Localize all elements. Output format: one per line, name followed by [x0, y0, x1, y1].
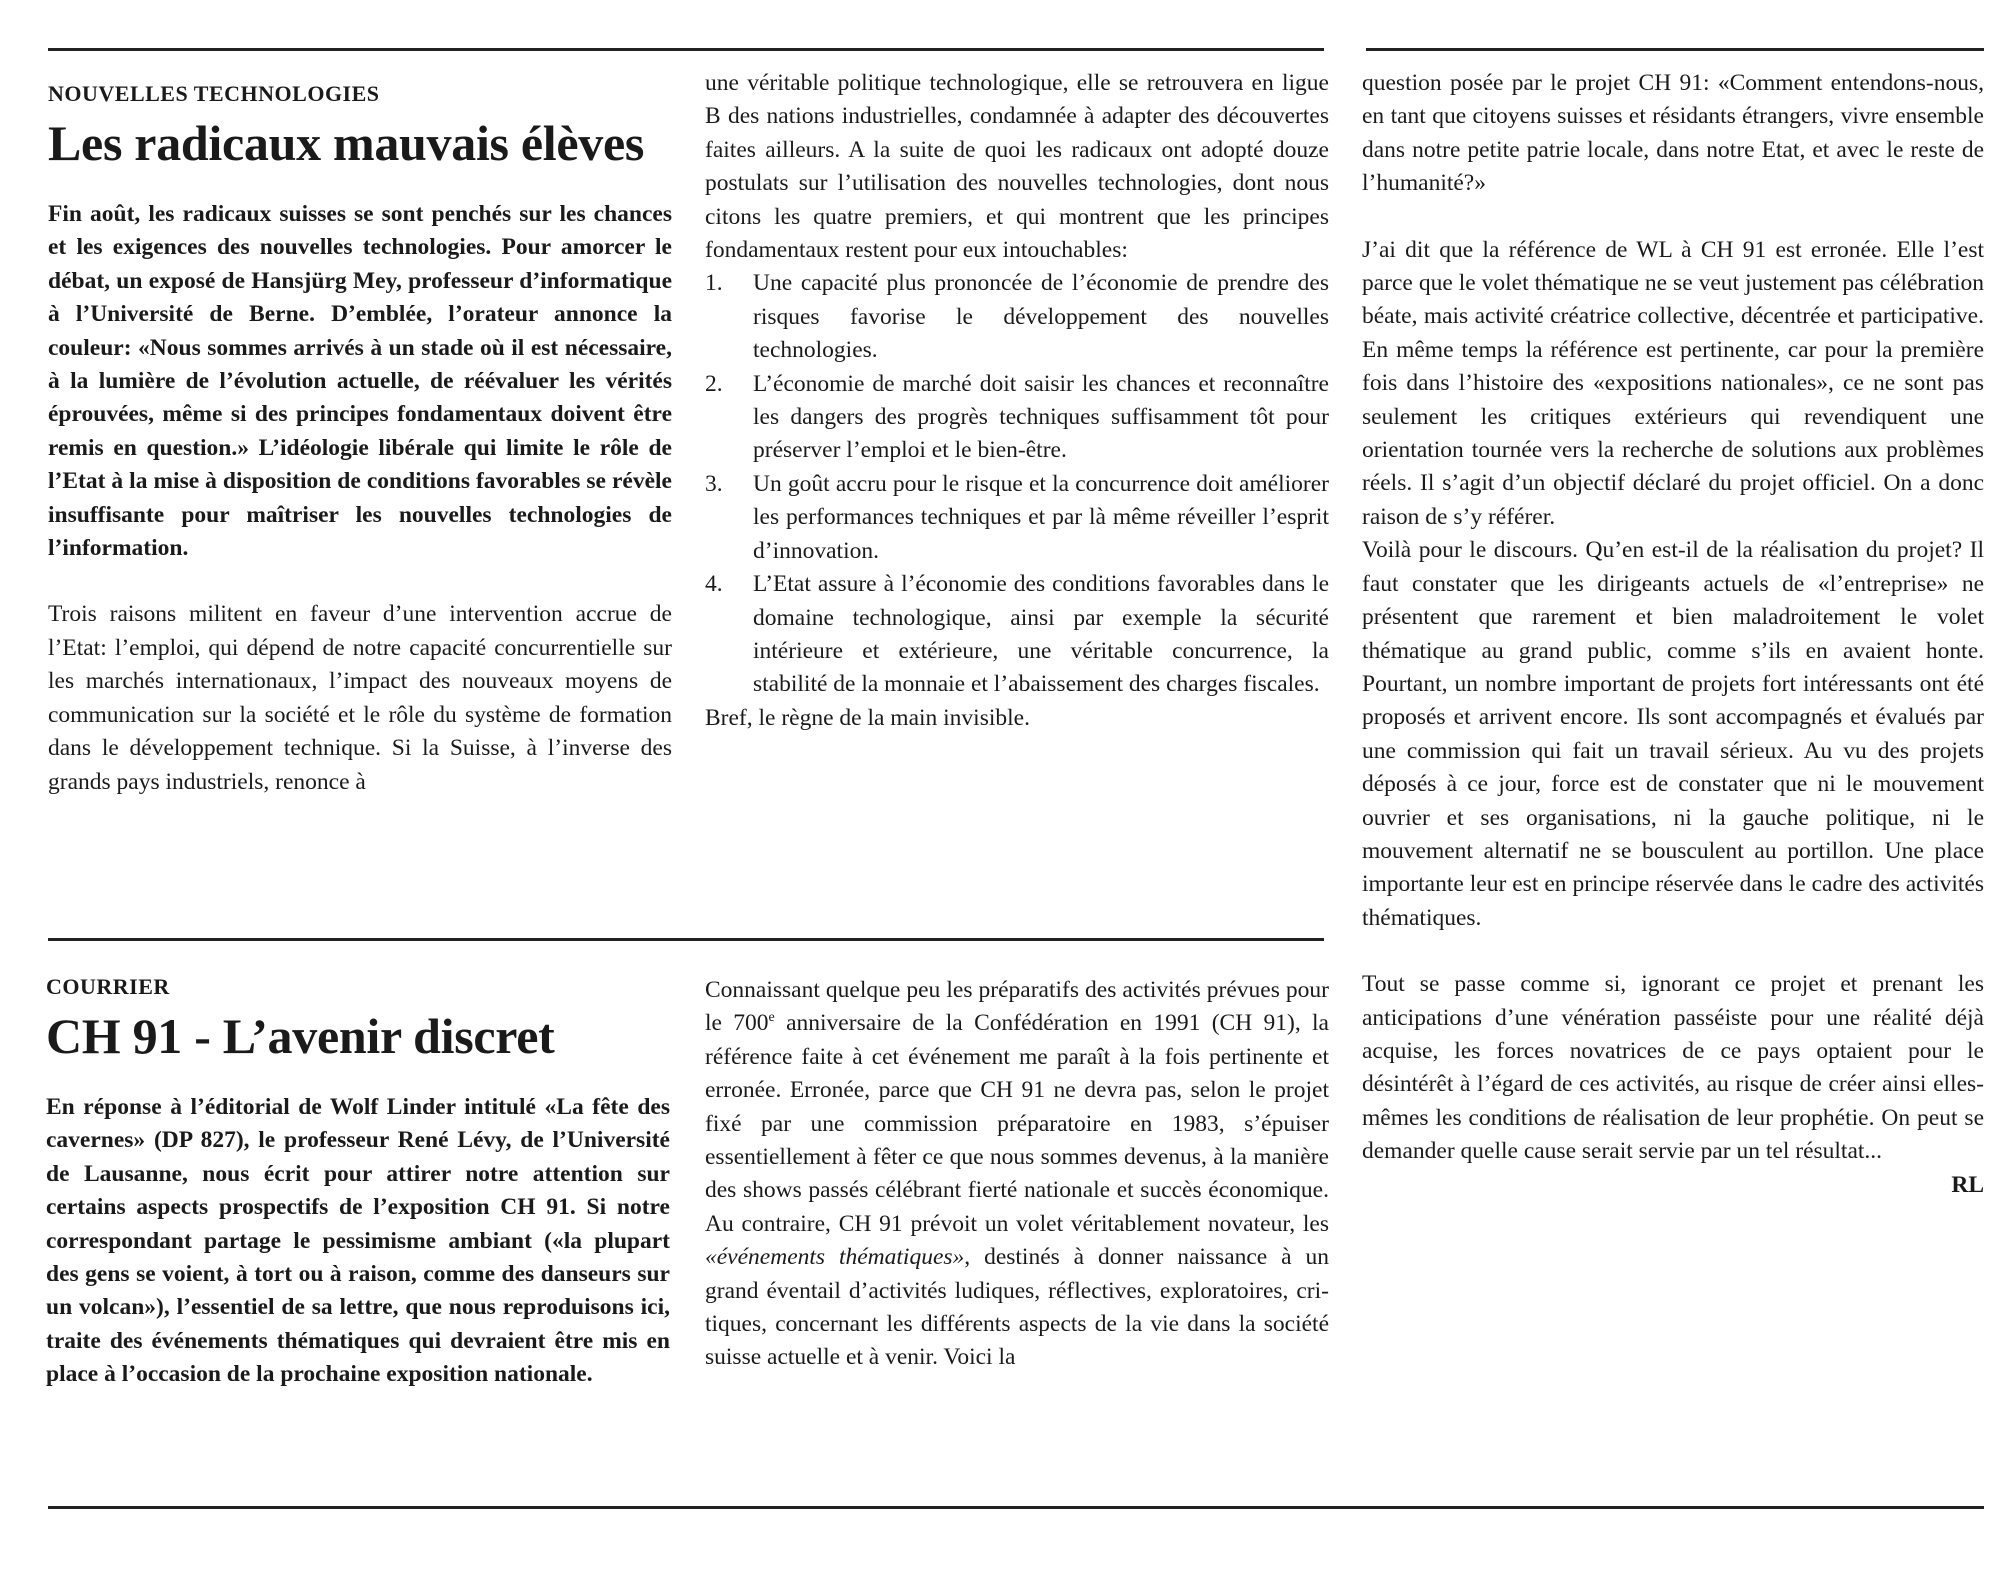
article2-col3-para3: Voilà pour le discours. Qu’en est-il de la réalisation du projet? Il faut constater que les dirigeants actuels de «l’entreprise» ne présentent que rarement et bien maladroitement le volet thématique au grand public, comme s’ils en avaient honte. Pourtant, un nombre important de projets fort intéressants ont été proposés et arrivent encore. Ils sont accompagnés et évalués par une commission qui fait un travail sérieux. Au vu des projets déposés à ce jour, force est de constater que ni le mouvement ouvrier et ses organisations, ni la gauche politique, ni le mouvement alternatif ne se bousculent au portillon. Une place importante leur est en principe réservée dans le cadre des activités thématiques. [1362, 537, 1984, 931]
article1-column2 [705, 67, 1329, 735]
postulat-text: Une capacité plus prononcée de l’économie de prendre des risques favorise le développement des nouvelles technologies. [753, 270, 1329, 364]
article1-column1 [48, 80, 672, 799]
postulat-number: 2. [705, 370, 723, 397]
postulat-item [705, 468, 1329, 568]
postulat-item [705, 368, 1329, 468]
middle-rule [48, 938, 1324, 941]
article2-body-part: , destinés à donner naissance à un grand éventail d’activités ludiques, réflectives, exploratoires, critiques, concernant les différents aspects de la vie dans la société suisse actuelle et à venir. Voici la [705, 1244, 1329, 1371]
article2-body-part: anniversaire de la Confédération en 1991 (CH 91), la référence faite à cet événement me paraît à la fois pertinente et erronée. Erronée, parce que CH 91 ne devra pas, selon le projet fixé par une commission préparatoire en 1983, s’épuiser essentiellement à fêter ce que nous sommes devenus, à la manière des shows passés célébrant fierté nationale et succès économique. Au contraire, CH 91 prévoit un volet véritablement novateur, les [705, 1010, 1329, 1237]
article2-col3-para2: J’ai dit que la référence de WL à CH 91 est erronée. Elle l’est parce que le volet thématique ne se veut justement pas célébration béate, mais activité créatrice collective, décentrée et participative. En même temps la référence est pertinente, car pour la première fois dans l’histoire des «expositions nationales», ce ne sont pas seulement les critiques extérieurs qui revendiquent une orientation tournée vers la recherche de solutions aux problèmes réels. Il s’agit d’un objectif déclaré du projet officiel. On a donc raison de s’y référer. [1362, 236, 1984, 530]
article2-column2 [705, 974, 1329, 1375]
emphasis-evenements-thematiques: «événements thématiques» [705, 1244, 965, 1271]
bottom-rule [48, 1506, 1984, 1509]
postulat-text: L’économie de marché doit saisir les chances et reconnaître les dangers des progrès techniques suffisamment tôt pour préserver l’emploi et le bien-être. [753, 370, 1329, 464]
superscript-e: e [768, 1010, 775, 1026]
article1-body-col2: une véritable politique technologique, elle se retrouvera en ligue B des nations industrielles, condamnée à adapter des découvertes faites ailleurs. A la suite de quoi les radicaux ont adopté douze postulats sur l’utilisation des nouvelles technologies, dont nous citons les quatre premiers, et qui montrent que les principes fondamentaux restent pour eux intouchables: [705, 70, 1329, 264]
article1-title: Les radicaux mauvais élèves [48, 115, 645, 171]
article1-lead: Fin août, les radicaux suisses se sont penchés sur les chances et les exigences des nouvelles technologies. Pour amorcer le débat, un exposé de Hansjürg Mey, professeur d’informatique à l’Université de Berne. D’emblée, l’orateur annonce la couleur: «Nous sommes arrivés à un stade où il est nécessaire, à la lumière de l’évolution actuelle, de réévaluer les vérités éprouvées, même si des principes fondamentaux doivent être remis en question.» L’idéologie libérale qui limite le rôle de l’Etat à la mise à disposition de conditions favorables se révèle insuffisante pour maîtriser les nouvelles technologies de l’information. [48, 201, 672, 562]
postulat-text: Un goût accru pour le risque et la concurrence doit améliorer les performances techniques et par là même réveiller l’esprit d’innovation. [753, 470, 1329, 564]
postulat-number: 4. [705, 571, 723, 598]
article1-body-col1: Trois raisons militent en faveur d’une intervention accrue de l’Etat: l’emploi, qui dépend de notre capacité concurrentielle sur les marchés internationaux, l’impact des nouveaux moyens de communication sur la société et le rôle du système de formation dans le développement technique. Si la Suisse, à l’inverse des grands pays industriels, renonce à [48, 601, 672, 795]
postulat-number: 1. [705, 270, 723, 297]
postulat-text: L’Etat assure à l’économie des conditions favorables dans le domaine technologique, ainsi par exemple la sécurité intérieure et extérieure, une véritable concurrence, la stabilité de la monnaie et l’abaissement des charges fiscales. [753, 571, 1329, 698]
postulat-item [705, 568, 1329, 702]
article2-col3-para4: Tout se passe comme si, ignorant ce projet et prenant les anticipations d’une vénération passéiste pour une réalité déjà acquise, les forces novatrices de ce pays optaient pour le désintérêt à l’égard de ces activités, au risque de créer ainsi elles-mêmes les conditions de réalisation de leur prophétie. On peut se demander quelle cause serait servie par un tel résultat... [1362, 971, 1984, 1165]
signature: RL [1951, 1171, 1984, 1198]
top-rule-left [48, 48, 1324, 51]
article2-title: CH 91 - L’avenir discret [46, 1008, 555, 1064]
article1-kicker: NOUVELLES TECHNOLOGIES [48, 81, 380, 106]
article2-column3 [1362, 67, 1984, 1202]
article1-closing: Bref, le règne de la main invisible. [705, 704, 1030, 731]
postulat-number: 3. [705, 470, 723, 497]
article2-lead: En réponse à l’éditorial de Wolf Linder intitulé «La fête des cavernes» (DP 827), le professeur René Lévy, de l’Université de Lausanne, nous écrit pour attirer notre attention sur certains aspects prospectifs de l’exposition CH 91. Si notre correspondant partage le pessimisme ambiant («la plupart des gens se voient, à tort ou à raison, comme des danseurs sur un volcan»), l’essentiel de sa lettre, que nous reproduisons ici, traite des événements thématiques qui devraient être mis en place à l’occasion de la prochaine exposition nationale. [46, 1094, 670, 1388]
postulats-list [705, 267, 1329, 701]
article2-col3-para1: question posée par le projet CH 91: «Comment entendons-nous, en tant que citoyens suisses et résidants étrangers, vivre ensemble dans notre petite patrie locale, dans notre Etat, et avec le reste de l’humanité?» [1362, 70, 1984, 197]
article2-body-part: Connaissant quelque peu les préparatifs des activités prévues pour le 700 [705, 977, 1329, 1037]
article2-body [705, 974, 1329, 1375]
top-rule-right [1366, 48, 1984, 51]
postulat-item [705, 267, 1329, 367]
article2-kicker: COURRIER [46, 974, 170, 999]
article2-column1 [46, 973, 670, 1392]
